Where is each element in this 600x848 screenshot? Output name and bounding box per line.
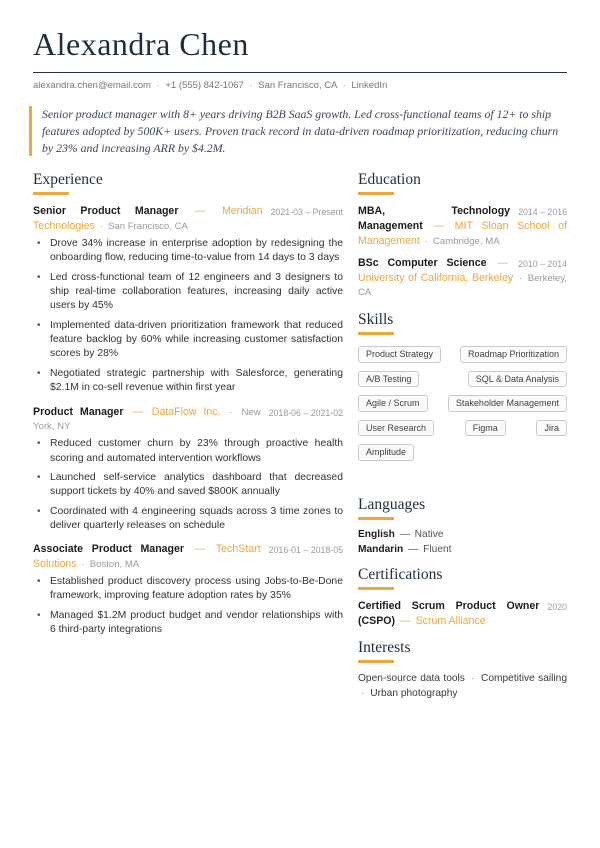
contact-separator: ·	[342, 80, 346, 91]
job-title: Product Manager	[33, 405, 124, 418]
language-name: Mandarin	[358, 543, 404, 555]
job-dates: 2018-06 – 2021-02	[268, 407, 343, 418]
job-title: Associate Product Manager	[33, 543, 185, 556]
experience-heading: Experience	[33, 171, 103, 189]
dot-separator: ·	[361, 688, 365, 700]
dash-separator: —	[433, 220, 445, 233]
company-link[interactable]: Meridian Technologies	[33, 205, 263, 233]
summary-block: Senior product manager with 8+ years driving B2B SaaS growth. Led cross-functional teams of 12+ to ship features adopted by 500K+ users. Proven track record in data-driven roadmap prioritization, reducing churn by 23% and increasing ARR by $4.2M.	[29, 106, 567, 156]
certification-entry	[358, 599, 567, 629]
job-header	[33, 542, 343, 572]
contact-separator: ·	[249, 80, 253, 91]
skill-pill: Amplitude	[358, 444, 414, 461]
dot-separator: ·	[424, 235, 428, 247]
interest-item: Competitive sailing	[481, 673, 567, 685]
school-link[interactable]: MIT Sloan School of Management	[358, 220, 567, 247]
bullet-item: • Led cross-functional team of 12 engineers and 3 designers to ship real-time collaboration features, increasing daily active users by 45%	[33, 271, 343, 314]
section-underline	[33, 192, 69, 195]
company-link[interactable]: DataFlow Inc.	[151, 405, 221, 418]
school-link[interactable]: University of California, Berkeley	[358, 271, 514, 284]
language-row	[358, 544, 567, 555]
dash-separator: —	[194, 205, 206, 218]
skill-pill: Product Strategy	[358, 346, 441, 363]
certification-title: Certified Scrum Product Owner (CSPO)	[358, 599, 540, 627]
section-underline	[358, 587, 394, 590]
dot-separator: ·	[81, 559, 85, 571]
dot-separator: ·	[229, 406, 233, 418]
experience-section	[33, 171, 343, 637]
header-divider	[33, 72, 567, 73]
language-level: Fluent	[423, 543, 452, 555]
skill-pill: Stakeholder Management	[448, 395, 567, 412]
dash-separator: —	[399, 528, 410, 540]
degree-location: Berkeley, CA	[358, 272, 567, 299]
certifications-section	[358, 566, 567, 629]
contact-linkedin-link[interactable]: LinkedIn	[351, 80, 388, 91]
job-header	[33, 204, 343, 234]
job-bullets	[33, 575, 343, 637]
two-column-layout	[33, 171, 567, 713]
bullet-item: • Reduced customer churn by 23% through proactive health scoring and automated intervention workflows	[33, 437, 343, 466]
skill-pill: Agile / Scrum	[358, 395, 428, 412]
languages-section	[358, 496, 567, 555]
section-underline	[358, 660, 394, 663]
interests-heading: Interests	[358, 639, 411, 657]
language-name: English	[358, 528, 395, 540]
bullet-item: • Drove 34% increase in enterprise adoption by redesigning the onboarding flow, reducing time-to-value from 14 days to 3 days	[33, 237, 343, 266]
skill-pill: Figma	[465, 420, 506, 437]
certification-header	[358, 599, 567, 629]
certification-dates: 2020	[547, 601, 567, 612]
skills-pill-list	[358, 344, 567, 485]
dot-separator: ·	[99, 221, 103, 233]
degree-dates: 2014 – 2016	[518, 207, 567, 218]
degree-header	[358, 256, 567, 300]
experience-entry	[33, 405, 343, 534]
dot-separator: ·	[518, 272, 523, 284]
page-title: Alexandra Chen	[33, 26, 249, 62]
education-entry	[358, 204, 567, 248]
certification-issuer-link[interactable]: Scrum Alliance	[415, 614, 486, 627]
degree-title: MBA, Technology Management	[358, 205, 511, 233]
interest-item: Urban photography	[370, 688, 458, 700]
experience-entry	[33, 204, 343, 395]
dash-separator: —	[132, 405, 143, 418]
skill-pill: A/B Testing	[358, 371, 419, 388]
job-location: San Francisco, CA	[107, 221, 188, 233]
section-underline	[358, 192, 394, 195]
dash-separator: —	[400, 614, 411, 627]
language-row	[358, 529, 567, 540]
certifications-heading: Certifications	[358, 565, 443, 583]
job-title: Senior Product Manager	[33, 205, 179, 218]
job-location: Boston, MA	[89, 559, 140, 571]
dot-separator: ·	[471, 673, 475, 685]
job-dates: 2021-03 – Present	[270, 207, 343, 218]
section-underline	[358, 332, 394, 335]
dash-separator: —	[194, 543, 206, 556]
bullet-item: • Implemented data-driven prioritization framework that reduced feature backlog by 60% while increasing customer satisfaction scores by 28%	[33, 319, 343, 362]
education-heading: Education	[358, 171, 421, 189]
bullet-item: • Established product discovery process using Jobs-to-Be-Done framework, improving feature adoption rates by 35%	[33, 575, 343, 604]
job-header	[33, 405, 343, 435]
interests-section	[358, 639, 567, 702]
left-column	[33, 171, 343, 713]
company-link[interactable]: TechStart Solutions	[33, 543, 261, 571]
bullet-item: • Launched self-service analytics dashboard that decreased support tickets by 40% and saved $800K annually	[33, 471, 343, 500]
contact-email[interactable]: alexandra.chen@email.com	[33, 80, 151, 91]
education-entry	[358, 256, 567, 300]
job-bullets	[33, 437, 343, 533]
contact-separator: ·	[156, 80, 160, 91]
language-level: Native	[414, 528, 444, 540]
skill-pill: User Research	[358, 420, 434, 437]
skill-pill: Jira	[536, 420, 567, 437]
bullet-item: • Negotiated strategic partnership with Salesforce, generating $2.1M in co-sell revenue within first year	[33, 367, 343, 396]
languages-heading: Languages	[358, 495, 426, 513]
skills-section	[358, 311, 567, 485]
contact-phone: +1 (555) 842-1067	[165, 80, 244, 91]
degree-title: BSc Computer Science	[358, 256, 487, 269]
interests-list	[358, 672, 567, 702]
degree-location: Cambridge, MA	[432, 235, 500, 247]
skill-pill: Roadmap Prioritization	[460, 346, 567, 363]
contact-location: San Francisco, CA	[258, 80, 337, 91]
skills-heading: Skills	[358, 311, 394, 329]
interest-item: Open-source data tools	[358, 673, 465, 685]
degree-dates: 2010 – 2014	[518, 258, 567, 269]
bullet-item: • Managed $1.2M product budget and vendor relationships with 6 third-party integrations	[33, 609, 343, 638]
bullet-item: • Coordinated with 4 engineering squads across 3 time zones to deliver quarterly releases on schedule	[33, 505, 343, 534]
dash-separator: —	[408, 543, 419, 555]
degree-header	[358, 204, 567, 248]
right-column	[358, 171, 567, 713]
education-section	[358, 171, 567, 300]
job-location: New York, NY	[33, 406, 261, 433]
job-bullets	[33, 237, 343, 396]
dash-separator: —	[497, 256, 509, 269]
contact-line	[33, 80, 567, 91]
section-underline	[358, 517, 394, 520]
job-dates: 2016-01 – 2018-05	[268, 545, 343, 556]
experience-entry	[33, 542, 343, 637]
skill-pill: SQL & Data Analysis	[468, 371, 567, 388]
